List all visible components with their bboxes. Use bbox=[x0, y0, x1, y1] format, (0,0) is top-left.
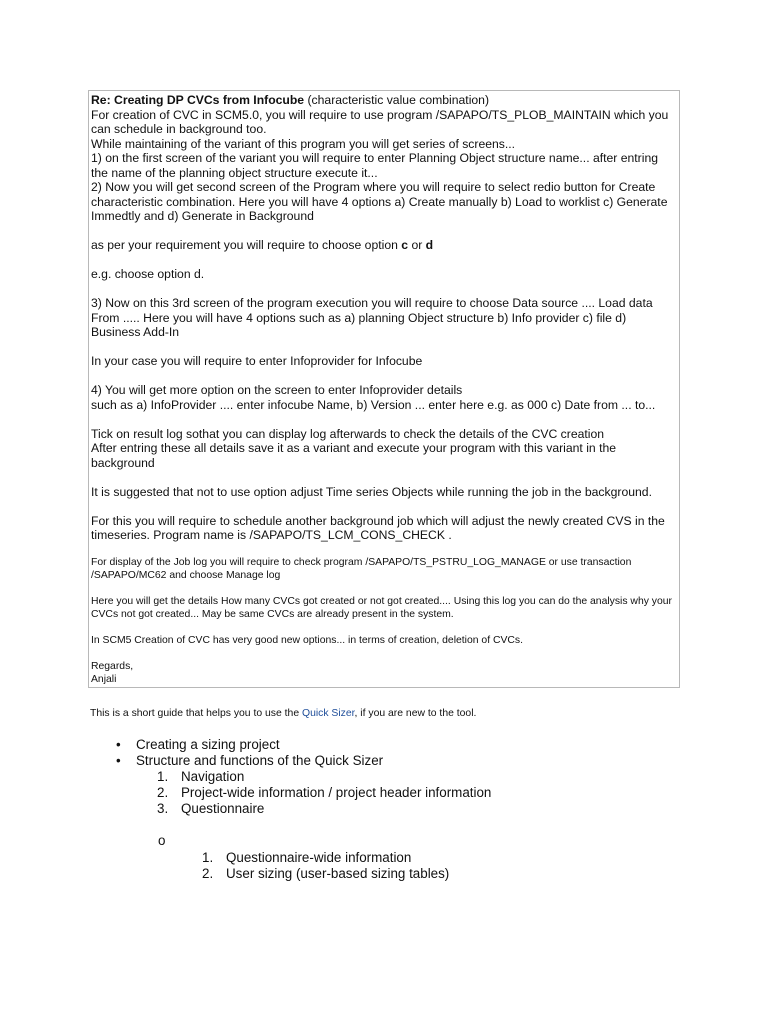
list-item bbox=[157, 769, 491, 785]
post-title-bold: Re: Creating DP CVCs from Infocube bbox=[91, 93, 305, 107]
post-variant-line: While maintaining of the variant of this program you will get series of screens... bbox=[91, 136, 516, 151]
list-number: 3. bbox=[157, 801, 169, 816]
intro-prefix: This is a short guide that helps you to use the bbox=[90, 708, 302, 719]
post-choose-option bbox=[91, 238, 677, 253]
post-example: e.g. choose option d. bbox=[91, 267, 205, 281]
questionnaire-sublist bbox=[202, 850, 449, 882]
topic-list bbox=[116, 737, 383, 769]
quick-sizer-link[interactable]: Quick Sizer bbox=[301, 708, 355, 719]
list-item-label: User sizing (user-based sizing tables) bbox=[226, 866, 450, 881]
circle-bullet-icon: o bbox=[158, 833, 166, 848]
post-title-rest: (characteristic value combination) bbox=[304, 93, 490, 107]
list-item bbox=[202, 866, 449, 882]
list-number: 2. bbox=[157, 785, 169, 800]
post-step-2: 2) Now you will get second screen of the Program where you will require to select redio button for Create characteristic combination. Here you will have 4 options a) Create manually b) Load to worklist c) Generate Immedtly and d) Generate in Background bbox=[91, 180, 668, 223]
post-title bbox=[91, 93, 677, 108]
post-after: After entring these all details save it as a variant and execute your program with this variant in the background bbox=[91, 441, 617, 470]
post-step-1: 1) on the first screen of the variant you will require to enter Planning Object structure name... after entring the name of the planning object structure execute it... bbox=[91, 151, 659, 180]
structure-sublist bbox=[157, 769, 491, 817]
bullet-icon: • bbox=[116, 737, 121, 752]
post-step-4a: 4) You will get more option on the screen to enter Infoprovider details bbox=[91, 383, 463, 397]
list-item bbox=[157, 801, 491, 817]
post-intro: For creation of CVC in SCM5.0, you will require to use program /SAPAPO/TS_PLOB_MAINTAIN which you can schedule in background too. bbox=[91, 107, 669, 136]
post-step-3: 3) Now on this 3rd screen of the program execution you will require to choose Data source .... Load data From ..... Here you will have 4 options such as a) planning Object structure b) Info provider c) file d) Business Add-In bbox=[91, 296, 653, 339]
post-tick: Tick on result log sothat you can display log afterwards to check the details of the CVC creation bbox=[91, 426, 605, 441]
list-item-label: Navigation bbox=[181, 769, 245, 784]
list-item-label: Structure and functions of the Quick Sizer bbox=[136, 753, 384, 768]
list-number: 1. bbox=[202, 850, 214, 865]
choose-d: d bbox=[425, 238, 434, 252]
list-item bbox=[116, 737, 383, 753]
list-item-label: Project-wide information / project header information bbox=[181, 785, 492, 800]
post-details: Here you will get the details How many CVCs got created or not got created.... Using this log you can do the analysis why your CVCs not got created... May be same CVCs are already present in the system. bbox=[91, 595, 673, 620]
list-number: 2. bbox=[202, 866, 214, 881]
list-item bbox=[116, 753, 383, 769]
post-infoprovider: In your case you will require to enter Infoprovider for Infocube bbox=[91, 354, 423, 368]
post-regards: Regards, bbox=[91, 660, 134, 672]
bullet-icon: • bbox=[116, 753, 121, 768]
post-schedule: For this you will require to schedule another background job which will adjust the newly created CVS in the timeseries. Program name is /SAPAPO/TS_LCM_CONS_CHECK . bbox=[91, 513, 665, 542]
list-item bbox=[157, 785, 491, 801]
post-author: Anjali bbox=[91, 673, 117, 685]
list-item bbox=[202, 850, 449, 866]
list-item-label: Questionnaire-wide information bbox=[226, 850, 412, 865]
forum-post-box bbox=[88, 90, 680, 688]
list-item-label: Creating a sizing project bbox=[136, 737, 280, 752]
list-item-label: Questionnaire bbox=[181, 801, 265, 816]
post-suggest: It is suggested that not to use option adjust Time series Objects while running the job in the background. bbox=[91, 484, 652, 499]
guide-intro bbox=[90, 707, 730, 720]
intro-suffix: , if you are new to the tool. bbox=[354, 708, 477, 719]
list-number: 1. bbox=[157, 769, 169, 784]
post-job-log: For display of the Job log you will require to check program /SAPAPO/TS_PSTRU_LOG_MANAGE or use transaction /SAPAPO/MC62 and choose Manage log bbox=[91, 556, 632, 581]
post-step-4b: such as a) InfoProvider .... enter infocube Name, b) Version ... enter here e.g. as 000 c) Date from ... to... bbox=[91, 397, 656, 412]
choose-or: or bbox=[408, 238, 426, 252]
choose-c: c bbox=[401, 238, 409, 252]
choose-prefix: as per your requirement you will require to choose option bbox=[91, 238, 402, 252]
post-scm5: In SCM5 Creation of CVC has very good new options... in terms of creation, deletion of CVCs. bbox=[91, 634, 523, 646]
